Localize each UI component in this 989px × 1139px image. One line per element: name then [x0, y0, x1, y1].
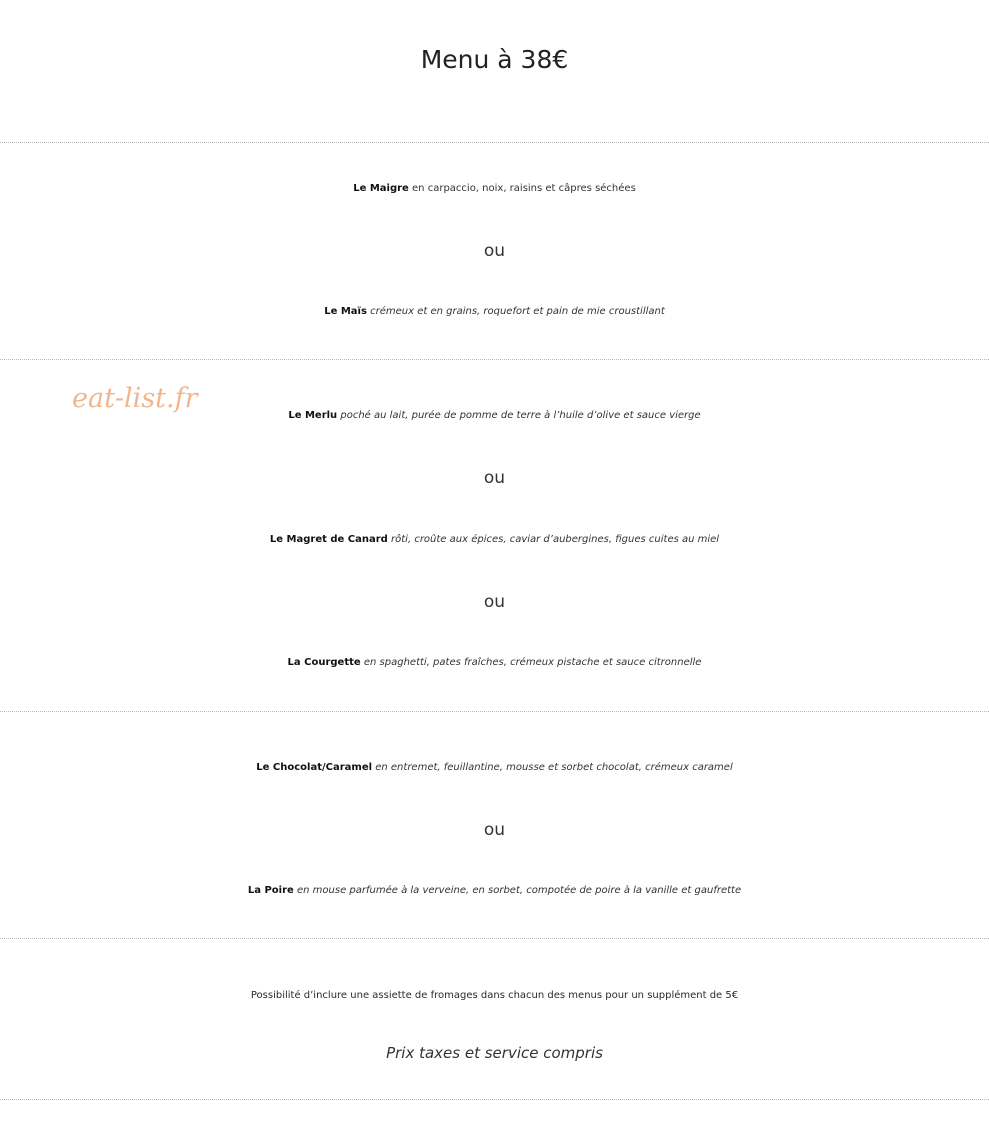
dish-name: Le Merlu [288, 410, 338, 421]
dish-name: Le Maigre [353, 183, 409, 194]
dish-le-chocolat-caramel [0, 754, 989, 782]
dish-le-merlu [0, 402, 989, 430]
cheese-supplement-note: Possibilité d’inclure une assiette de fromages dans chacun des menus pour un supplément de 5€ [250, 990, 739, 1001]
tax-note: Prix taxes et service compris [386, 1044, 603, 1062]
section-divider [0, 142, 989, 143]
dish-name: Le Magret de Canard [269, 534, 388, 545]
dish-description: en entremet, feuillantine, mousse et sorbet chocolat, crémeux caramel [375, 762, 733, 773]
dish-name: La Courgette [287, 657, 361, 668]
dish-le-maigre [0, 175, 989, 203]
dish-description: rôti, croûte aux épices, caviar d’aubergines, figues cuites au miel [391, 534, 720, 545]
dish-description: crémeux et en grains, roquefort et pain de mie croustillant [370, 306, 665, 317]
dish-description: en mouse parfumée à la verveine, en sorbet, compotée de poire à la vanille et gaufrette [297, 885, 742, 896]
dish-name: La Poire [247, 885, 294, 896]
menu-title: Menu à 38€ [420, 45, 569, 74]
dish-description: en spaghetti, pates fraîches, crémeux pistache et sauce citronnelle [363, 657, 702, 668]
section-divider [0, 359, 989, 360]
watermark-logo: eat-list.fr [72, 383, 198, 414]
section-divider [0, 711, 989, 712]
or-separator: ou [483, 820, 506, 840]
dish-description: en carpaccio, noix, raisins et câpres séchées [412, 183, 636, 194]
dish-la-courgette [0, 649, 989, 677]
section-divider [0, 1099, 989, 1100]
or-separator: ou [483, 592, 506, 612]
dish-le-mais [0, 298, 989, 326]
dish-name: Le Chocolat/Caramel [256, 762, 373, 773]
dish-description: poché au lait, purée de pomme de terre à l’huile d’olive et sauce vierge [340, 410, 701, 421]
dish-le-magret-de-canard [0, 526, 989, 554]
dish-name: Le Maïs [324, 306, 367, 317]
or-separator: ou [483, 468, 506, 488]
dish-la-poire [0, 877, 989, 905]
section-divider [0, 938, 989, 939]
or-separator: ou [483, 241, 506, 261]
